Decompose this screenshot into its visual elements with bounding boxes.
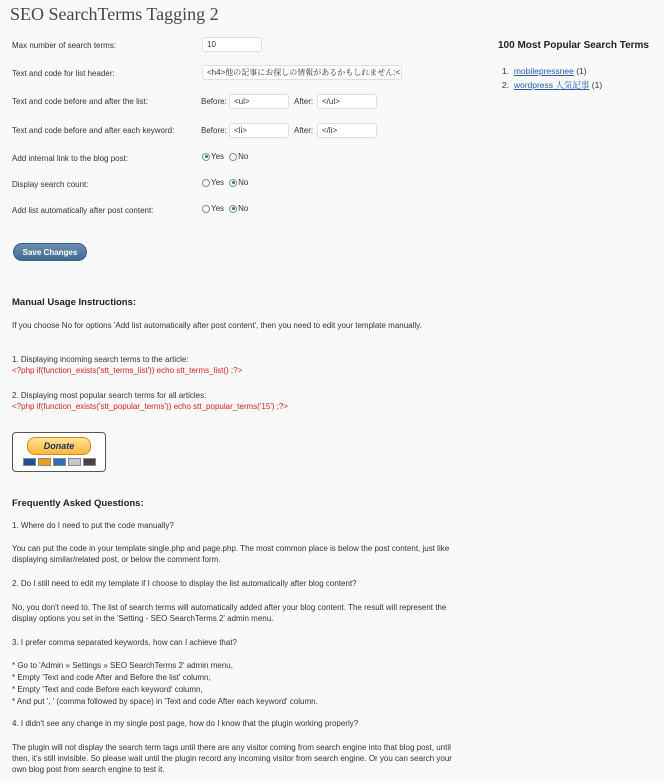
- radio-label: Yes: [211, 204, 225, 213]
- manual-step1: 1. Displaying incoming search terms to the article:: [12, 355, 189, 364]
- row-internal-link: [12, 150, 472, 168]
- list-item: [502, 64, 602, 78]
- internal-link-no-radio[interactable]: [229, 152, 248, 161]
- faq-a4: The plugin will not display the search term tags until there are any visitor coming from search engine into that blog post, until then, it's still invisible. So please wait until the plugin record any incoming visitor from search engine. Or you can search your own blog post from search engine to test it.: [12, 743, 452, 774]
- save-changes-button[interactable]: Save Changes: [13, 243, 87, 261]
- keyword-wrap-label: Text and code before and after each keyword:: [12, 126, 175, 135]
- radio-checked-icon: [229, 179, 237, 187]
- code-popular-terms: <?php if(function_exists('stt_popular_terms')) echo stt_popular_terms('15') ;?>: [12, 402, 289, 411]
- list-header-label: Text and code for list header:: [12, 69, 115, 78]
- discover-icon: [68, 458, 81, 466]
- row-list-wrap: [12, 93, 472, 111]
- radio-label: No: [238, 204, 249, 213]
- item-number: 1.: [502, 66, 510, 76]
- faq-q4: 4. I didn't see any change in my single post page, how do I know that the plugin working properly?: [12, 719, 359, 728]
- internal-link-radio-group: [202, 152, 253, 161]
- amex-icon: [53, 458, 66, 466]
- keyword-after-label: After:: [294, 126, 314, 135]
- popular-term-link[interactable]: mobilepressnee: [513, 66, 574, 76]
- row-search-count: [12, 176, 472, 194]
- faq-q1: 1. Where do I need to put the code manually?: [12, 521, 174, 530]
- internal-link-yes-radio[interactable]: [202, 152, 224, 161]
- faq-a3-line2: * Empty 'Text and code After and Before the list' column,: [12, 673, 211, 682]
- payment-cards: [23, 458, 98, 466]
- row-list-header: [12, 65, 472, 83]
- faq-q3: 3. I prefer comma separated keywords, how can I achieve that?: [12, 638, 238, 647]
- faq-a3-line4: * And put ', ' (comma followed by space) in 'Text and code After each keyword' column.: [12, 697, 318, 706]
- search-count-no-radio[interactable]: [229, 178, 248, 187]
- max-terms-input[interactable]: 10: [202, 37, 262, 52]
- radio-label: Yes: [211, 178, 225, 187]
- term-count: (1): [576, 66, 587, 76]
- row-auto-add: [12, 202, 472, 220]
- keyword-after-input[interactable]: </li>: [317, 123, 377, 138]
- popular-term-link[interactable]: wordpress 人気記事: [513, 80, 590, 90]
- search-count-radio-group: [202, 178, 253, 187]
- faq-title: Frequently Asked Questions:: [12, 498, 144, 509]
- faq-a1: You can put the code in your template single.php and page.php. The most common place is below the post content, just like displaying similar/related post, or below the comment form.: [12, 544, 450, 564]
- list-after-label: After:: [294, 97, 314, 106]
- manual-step2: 2. Displaying most popular search terms for all articles:: [12, 391, 207, 400]
- search-count-label: Display search count:: [12, 180, 89, 189]
- radio-checked-icon: [229, 205, 237, 213]
- list-after-input[interactable]: </ul>: [317, 94, 377, 109]
- row-keyword-wrap: [12, 122, 472, 140]
- keyword-before-label: Before:: [201, 126, 227, 135]
- list-before-input[interactable]: <ul>: [229, 94, 289, 109]
- code-terms-list: <?php if(function_exists('stt_terms_list')) echo stt_terms_list() ;?>: [12, 366, 243, 375]
- internal-link-label: Add internal link to the blog post:: [12, 154, 129, 163]
- list-wrap-label: Text and code before and after the list:: [12, 97, 149, 106]
- list-header-input[interactable]: <h4>他の記事にお探しの情報があるかもしれません:<: [202, 65, 402, 80]
- manual-usage-title: Manual Usage Instructions:: [12, 297, 137, 308]
- faq-a3-line1: * Go to 'Admin » Settings » SEO SearchTerms 2' admin menu,: [12, 661, 233, 670]
- donate-label: Donate: [27, 437, 91, 455]
- faq-a3-line3: * Empty 'Text and code Before each keyword' column,: [12, 685, 203, 694]
- radio-label: Yes: [211, 152, 225, 161]
- manual-intro: If you choose No for options 'Add list automatically after post content', then you need to edit your template manually.: [12, 321, 422, 330]
- visa-icon: [38, 458, 51, 466]
- row-max-terms: [12, 37, 472, 55]
- max-terms-label: Max number of search terms:: [12, 41, 117, 50]
- page-title: SEO SearchTerms Tagging 2: [10, 4, 219, 24]
- radio-label: No: [238, 152, 249, 161]
- term-count: (1): [591, 80, 603, 90]
- radio-label: No: [238, 178, 249, 187]
- donate-button[interactable]: [12, 432, 106, 472]
- radio-unchecked-icon: [202, 205, 210, 213]
- auto-add-label: Add list automatically after post content:: [12, 206, 154, 215]
- popular-terms-list: [502, 64, 602, 92]
- mastercard-icon: [23, 458, 36, 466]
- keyword-before-input[interactable]: <li>: [229, 123, 289, 138]
- popular-terms-title: 100 Most Popular Search Terms: [498, 40, 649, 51]
- radio-unchecked-icon: [202, 179, 210, 187]
- auto-add-yes-radio[interactable]: [202, 204, 224, 213]
- list-item: [502, 78, 602, 92]
- search-count-yes-radio[interactable]: [202, 178, 224, 187]
- auto-add-radio-group: [202, 204, 253, 213]
- item-number: 2.: [502, 80, 510, 90]
- radio-unchecked-icon: [229, 153, 237, 161]
- bank-icon: [83, 458, 96, 466]
- radio-checked-icon: [202, 153, 210, 161]
- list-before-label: Before:: [201, 97, 227, 106]
- faq-a2: No, you don't need to. The list of search terms will automatically added after your blog content. The result will represent the display options you set in the 'Setting - SEO SearchTerms 2' admin menu.: [12, 603, 447, 623]
- auto-add-no-radio[interactable]: [229, 204, 248, 213]
- faq-q2: 2. Do I still need to edit my template if I choose to display the list automatically after blog content?: [12, 579, 357, 588]
